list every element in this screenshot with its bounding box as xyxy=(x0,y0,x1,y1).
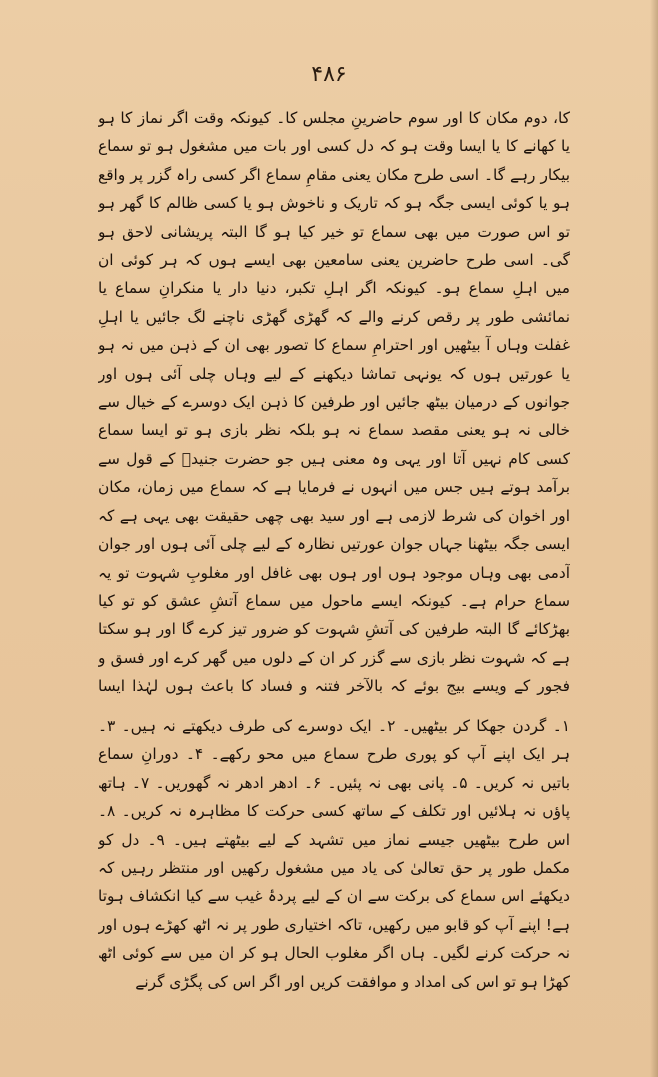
paragraph-sama-conditions: کا، دوم مکان کا اور سوم حاضرینِ مجلس کا۔ کیونکہ وقت اگر نماز کا ہو یا کھانے کا یا ایسا وقت ہو کہ دل کسی اور بات میں مشغول ہو تو سماع بیکار رہے گا۔ اسی طرح مکان یعنی مقامِ سماع اگر کسی راہ گزر پر واقع ہو یا کوئی ایسی جگہ ہو کہ تاریک و ناخوش ہو یا کسی ظالم کا گھر ہو تو اس صورت میں بھی سماع تو خیر کیا ہو گا البتہ پریشانی لاحق ہو گی۔ اسی طرح حاضرین یعنی سامعین بھی ایسے ہوں کہ ہر کوئی ان میں اہلِ سماع ہو۔ کیونکہ اگر اہلِ تکبر، دنیا دار یا منکرانِ سماع یا نمائشی طور پر رقص کرنے والے کہ گھڑی گھڑی ناچنے لگ جائیں یا اہلِ غفلت وہاں آ بیٹھیں اور احترامِ سماع کا تصور بھی ان کے ذہن میں نہ ہو یا عورتیں ہوں کہ یونہی تماشا دیکھنے کے لیے وہاں چلی آئی ہوں اور جوانوں کے درمیان بیٹھ جائیں اور طرفین کا ذہن ایک دوسرے کے خیال سے خالی نہ ہو یعنی مقصد سماع نہ ہو بلکہ نظر بازی ہو تو ایسا سماع کسی کام نہیں آتا اور یہی وہ معنی ہیں جو حضرت جنیدؒ کے قول سے برآمد ہوتے ہیں جس میں انہوں نے فرمایا ہے کہ سماع میں زمان، مکان اور اخوان کی شرط لازمی ہے اور سید بھی چھی حقیقت بھی یہی ہے کہ ایسی جگہ بیٹھنا جہاں جوان عورتیں نظارہ کے لیے چلی آئی ہوں اور جوان آدمی بھی وہاں موجود ہوں اور ہوں بھی غافل اور مغلوبِ شہوت تو یہ سماع حرام ہے۔ کیونکہ ایسے ماحول میں سماع آتشِ عشق کو تو کیا بھڑکائے گا البتہ طرفین کی آتشِ شہوت کو ضرور تیز کرے گا اور ہو سکتا ہے کہ شہوت نظر بازی سے گزر کر ان کے دلوں میں گھر کرے اور فسق و فجور کے ویسے بیج بوئے کہ بالآخر فتنہ و فساد کا باعث ہوں لہٰذا ایسا xyxy=(98,109,570,696)
page-body xyxy=(98,104,570,1052)
page-edge-shadow xyxy=(650,0,658,1077)
paragraph-sama-etiquette-list: ۱۔ گردن جھکا کر بیٹھیں۔ ۲۔ ایک دوسرے کی طرف دیکھتے نہ ہیں۔ ۳۔ ہر ایک اپنے آپ کو پوری طرح سماع میں محو رکھے۔ ۴۔ دورانِ سماع باتیں نہ کریں۔ ۵۔ پانی بھی نہ پئیں۔ ۶۔ ادھر ادھر نہ گھوریں۔ ۷۔ ہاتھ پاؤں نہ ہلائیں اور تکلف کے ساتھ کسی حرکت کا مظاہرہ نہ کریں۔ ۸۔ اس طرح بیٹھیں جیسے نماز میں تشہد کے لیے بیٹھتے ہیں۔ ۹۔ دل کو مکمل طور پر حق تعالیٰ کی یاد میں مشغول رکھیں اور منتظر رہیں کہ دیکھئے اس سماع کی برکت سے ان کے لیے پردۂ غیب سے کیا انکشاف ہوتا ہے! اپنے آپ کو قابو میں رکھیں، تاکہ اختیاری طور پر نہ اٹھ کھڑے ہوں اور نہ حرکت کرنے لگیں۔ ہاں اگر مغلوب الحال ہو کر ان میں سے کوئی اٹھ کھڑا ہو تو اس کی امداد و موافقت کریں اور اگر اس کی پگڑی گرنے xyxy=(98,717,570,991)
page-number: ۴۸۶ xyxy=(311,62,347,87)
